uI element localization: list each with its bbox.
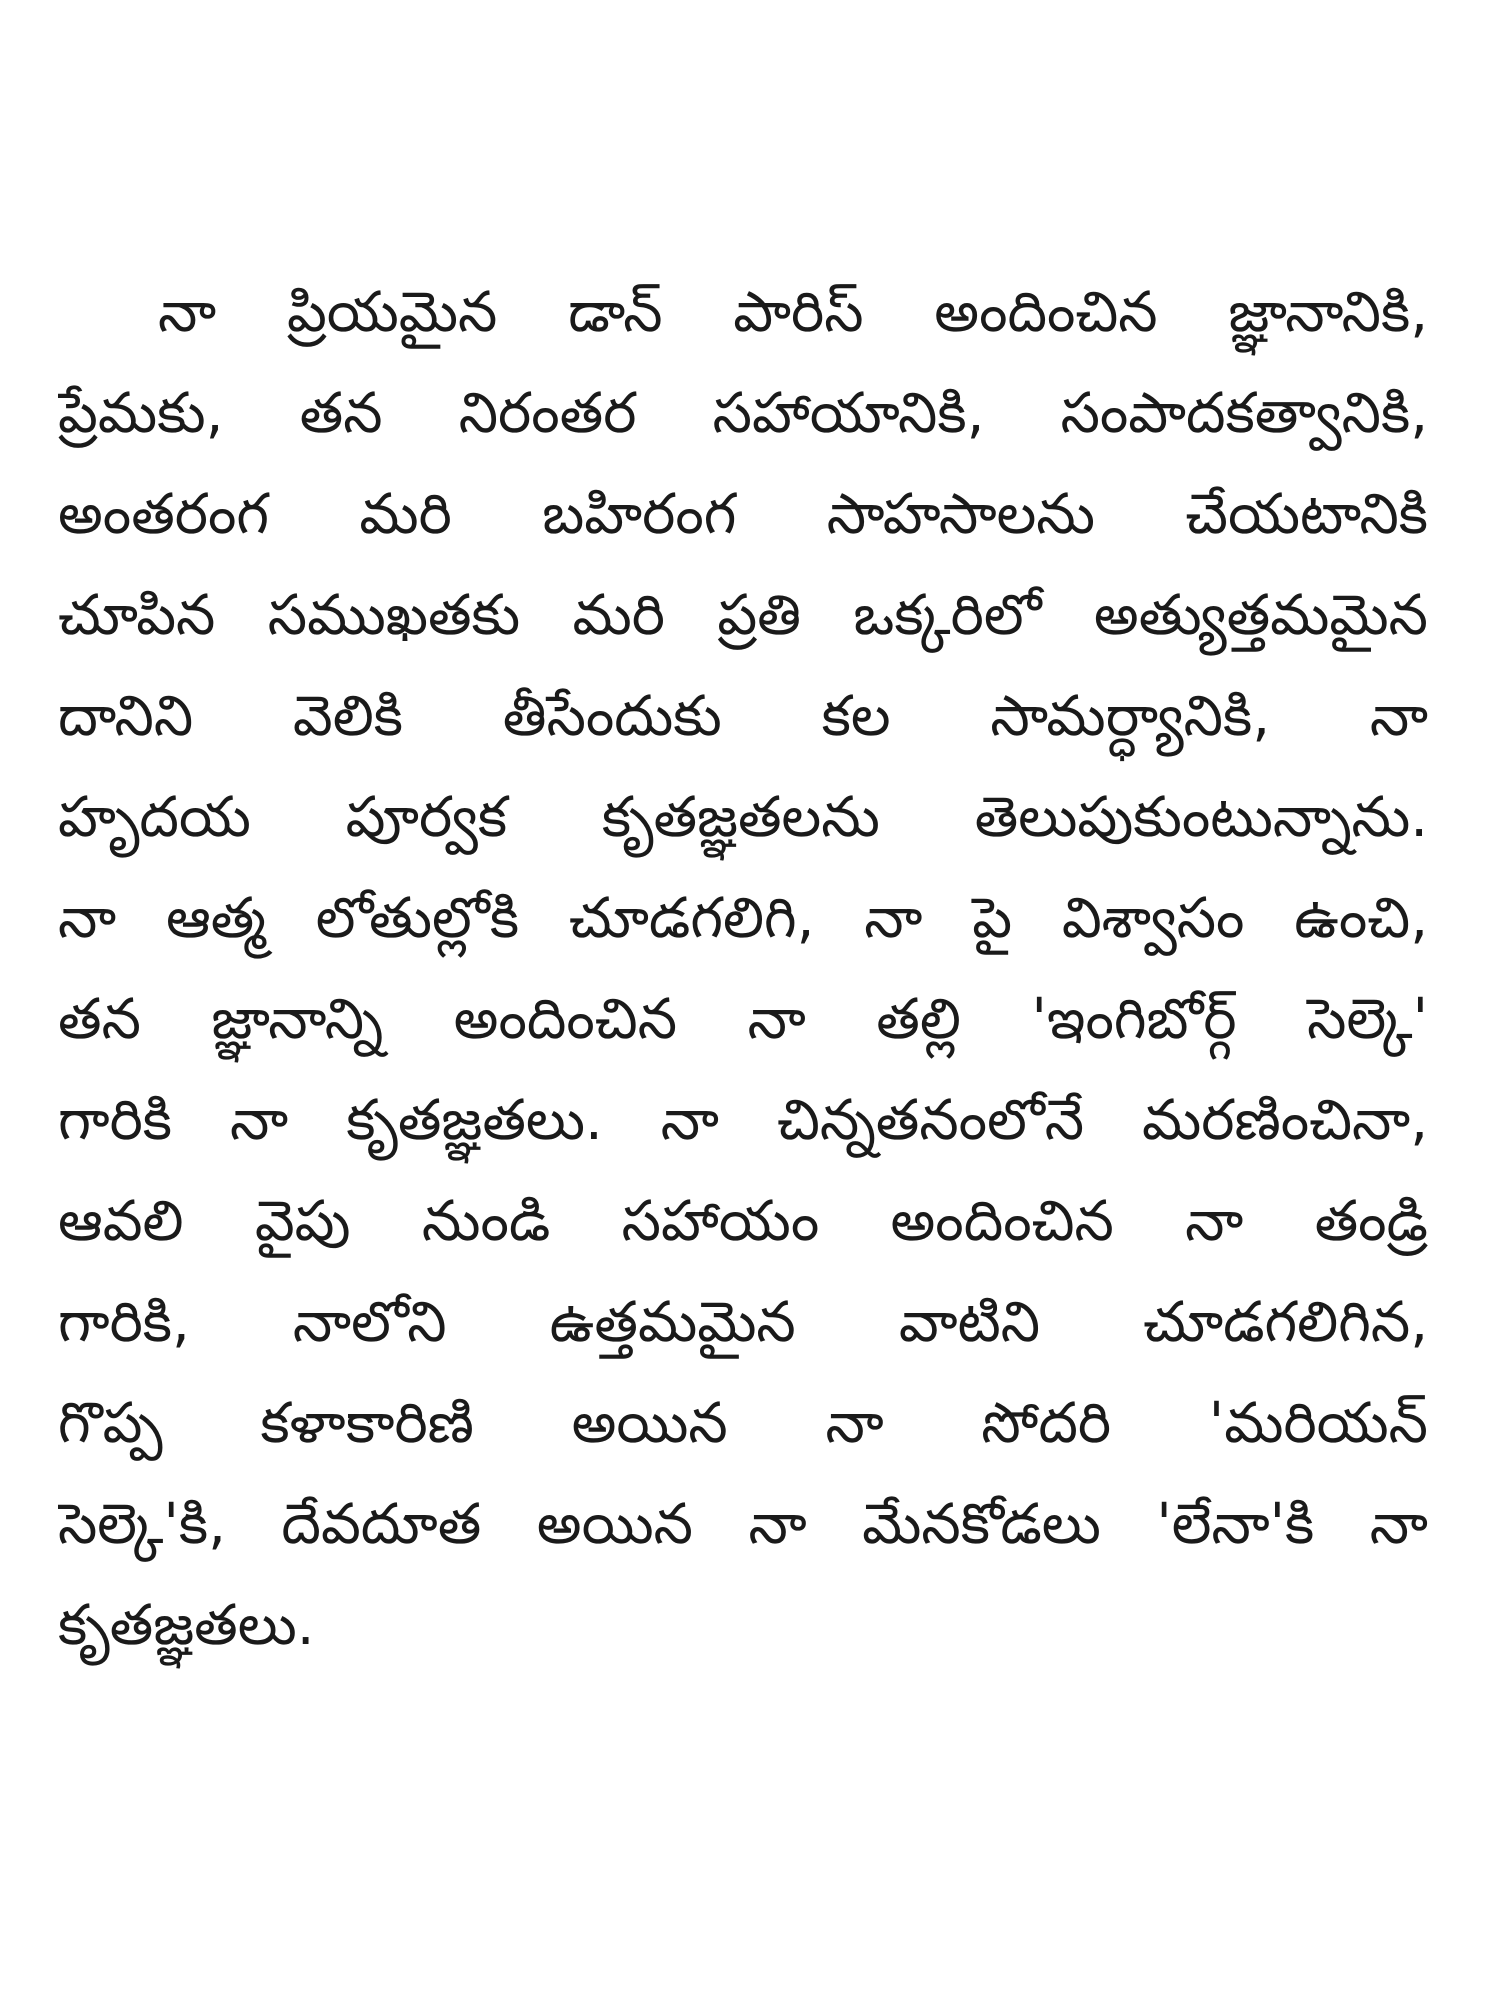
paragraph-line: చూపిన సముఖతకు మరి ప్రతి ఒక్కరిలో అత్యుత్తమమైన (58, 583, 1428, 648)
paragraph-line: దానిని వెలికి తీసేందుకు కల సామర్ధ్యానికి, నా (58, 684, 1428, 749)
paragraph-line: నా ప్రియమైన డాన్ పారిస్ అందించిన జ్ఞానానికి, (158, 280, 1428, 345)
paragraph-line: గొప్ప కళాకారిణి అయిన నా సోదరి 'మరియన్ (58, 1391, 1428, 1456)
acknowledgement-paragraph (58, 262, 1428, 1676)
paragraph-line: గారికి, నాలోని ఉత్తమమైన వాటిని చూడగలిగిన, (58, 1290, 1428, 1355)
paragraph-line: కృతజ్ఞతలు. (58, 1593, 315, 1658)
paragraph-line: గారికి నా కృతజ్ఞతలు. నా చిన్నతనంలోనే మరణించినా, (58, 1088, 1428, 1153)
paragraph-line: హృదయ పూర్వక కృతజ్ఞతలను తెలుపుకుంటున్నాను. (58, 785, 1428, 850)
paragraph-line: అంతరంగ మరి బహిరంగ సాహసాలను చేయటానికి (58, 482, 1428, 547)
paragraph-line: సెల్కె'కి, దేవదూత అయిన నా మేనకోడలు 'లేనా'కి నా (58, 1492, 1428, 1557)
paragraph-line: తన జ్ఞానాన్ని అందించిన నా తల్లి 'ఇంగిబోర్గ్ సెల్కె' (58, 987, 1428, 1052)
paragraph-line: నా ఆత్మ లోతుల్లోకి చూడగలిగి, నా పై విశ్వాసం ఉంచి, (58, 886, 1428, 951)
paragraph-line: ఆవలి వైపు నుండి సహాయం అందించిన నా తండ్రి (58, 1189, 1428, 1254)
paragraph-line: ప్రేమకు, తన నిరంతర సహాయానికి, సంపాదకత్వానికి, (58, 381, 1428, 446)
